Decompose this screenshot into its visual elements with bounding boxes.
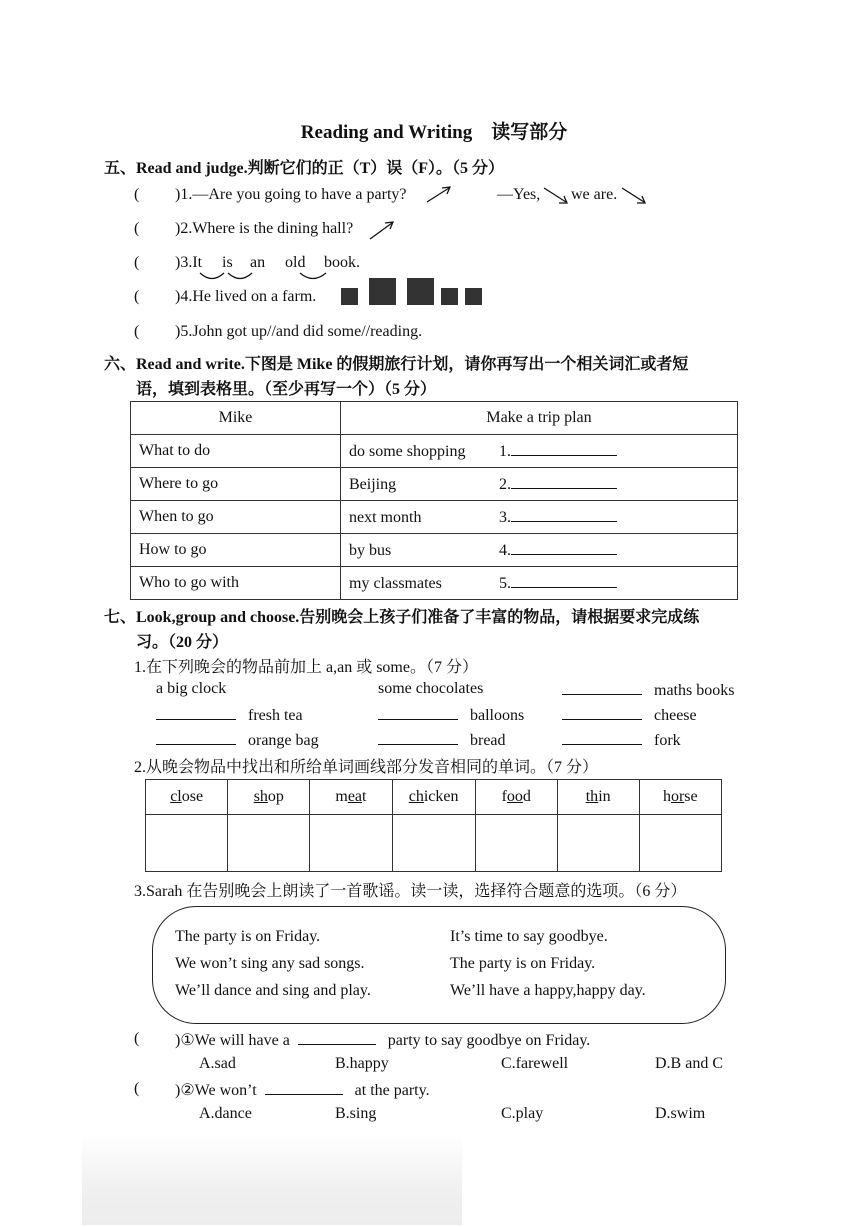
answer-blank[interactable] [156, 705, 236, 720]
stress-block-icon [465, 288, 482, 305]
judge-item-5: )5.John got up//and did some//reading. [175, 323, 423, 340]
answer-cell[interactable] [146, 815, 228, 872]
answer-number: 1. [499, 443, 511, 460]
option-a[interactable]: A.dance [199, 1105, 252, 1122]
scan-shadow [82, 1135, 462, 1225]
option-a[interactable]: A.sad [199, 1055, 236, 1072]
answer-blank[interactable] [562, 705, 642, 720]
phonics-word: food [475, 780, 557, 815]
falling-intonation-icon [542, 186, 570, 206]
judge-item-1: )1.—Are you going to have a party? [175, 186, 407, 203]
item-phrase: fork [654, 732, 681, 749]
answer-cell[interactable] [392, 815, 475, 872]
stress-block-icon [369, 278, 396, 305]
stress-block-icon [407, 278, 434, 305]
article-item [156, 730, 319, 750]
table-row [131, 468, 738, 501]
poem-line: We’ll dance and sing and play. [175, 982, 371, 999]
article-item [562, 705, 697, 725]
table-header-row [146, 780, 722, 815]
judge-item-3-word: an [250, 254, 266, 271]
answer-blank[interactable] [562, 680, 642, 695]
answer-cell[interactable] [639, 815, 721, 872]
option-c[interactable]: C.farewell [501, 1055, 569, 1072]
answer-bracket-3[interactable]: ( [134, 254, 140, 271]
q3-prompt: 3.Sarah 在告别晚会上朗读了一首歌谣。读一读，选择符合题意的选项。（6 分） [134, 883, 687, 900]
article-item [378, 705, 524, 725]
item-phrase: some chocolates [378, 680, 484, 697]
answer-blank[interactable] [511, 507, 617, 522]
item-phrase: balloons [470, 707, 525, 724]
row-value-cell[interactable] [341, 501, 738, 534]
phonics-word: shop [228, 780, 310, 815]
row-label: Where to go [131, 468, 341, 501]
poem-line: The party is on Friday. [175, 928, 321, 945]
answer-blank[interactable] [511, 441, 617, 456]
row-value: my classmates [349, 575, 442, 592]
answer-cell[interactable] [475, 815, 557, 872]
item-phrase: bread [470, 732, 506, 749]
table-header-row [131, 402, 738, 435]
answer-bracket-q3-2[interactable]: ( [134, 1080, 140, 1097]
option-c[interactable]: C.play [501, 1105, 544, 1122]
answer-bracket-5[interactable]: ( [134, 323, 140, 340]
answer-bracket-q3-1[interactable]: ( [134, 1030, 140, 1047]
row-value-cell[interactable] [341, 435, 738, 468]
poem-line: We won’t sing any sad songs. [175, 955, 365, 972]
row-value: do some shopping [349, 443, 466, 460]
table-header-cell: Make a trip plan [341, 402, 738, 435]
judge-item-1-reply: —Yes, [497, 186, 541, 203]
item-phrase: orange bag [248, 732, 319, 749]
table-row [131, 435, 738, 468]
answer-blank[interactable] [156, 730, 236, 745]
judge-item-3: )3.It [175, 254, 203, 271]
article-item [378, 730, 506, 750]
liaison-mark-icon [196, 270, 336, 284]
judge-item-3-word: is [222, 254, 233, 271]
option-d[interactable]: D.B and C [655, 1055, 723, 1072]
phonics-word: meat [310, 780, 392, 815]
answer-blank[interactable] [265, 1080, 343, 1095]
answer-blank[interactable] [511, 540, 617, 555]
table-row [131, 501, 738, 534]
answer-bracket-4[interactable]: ( [134, 288, 140, 305]
row-label: What to do [131, 435, 341, 468]
section5-heading: 五、Read and judge.判断它们的正（T）误（F）。（5 分） [104, 160, 505, 177]
article-item [562, 730, 681, 750]
answer-cell[interactable] [310, 815, 392, 872]
stress-block-icon [341, 288, 358, 305]
option-b[interactable]: B.happy [335, 1055, 389, 1072]
table-row [131, 567, 738, 600]
table-row [131, 534, 738, 567]
judge-item-3-word: old [285, 254, 306, 271]
phonics-word: close [146, 780, 228, 815]
row-value-cell[interactable] [341, 567, 738, 600]
rising-intonation-icon [425, 184, 453, 204]
section6-heading: 语，填到表格里。（至少再写一个）（5 分） [136, 381, 437, 398]
option-b[interactable]: B.sing [335, 1105, 377, 1122]
answer-blank[interactable] [562, 730, 642, 745]
page-title: Reading and Writing 读写部分 [300, 122, 568, 143]
item-phrase: cheese [654, 707, 697, 724]
row-value: next month [349, 509, 422, 526]
rising-intonation-icon [368, 219, 396, 241]
q1-prompt: 1.在下列晚会的物品前加上 a,an 或 some。（7 分） [134, 659, 478, 676]
answer-cell[interactable] [228, 815, 310, 872]
table-header-cell: Mike [131, 402, 341, 435]
stress-block-icon [441, 288, 458, 305]
article-item [156, 705, 303, 725]
answer-number: 2. [499, 476, 511, 493]
answer-blank[interactable] [378, 730, 458, 745]
trip-plan-table [130, 401, 738, 600]
row-value: Beijing [349, 476, 397, 493]
falling-intonation-icon [620, 186, 648, 206]
section7-heading: 习。（20 分） [136, 634, 229, 651]
phonics-table [145, 779, 722, 872]
row-value: by bus [349, 542, 392, 559]
mc-question-2: )②We won’t at the party. [175, 1082, 430, 1099]
poem-line: We’ll have a happy,happy day. [450, 982, 646, 999]
section7-heading: 七、Look,group and choose.告别晚会上孩子们准备了丰富的物品，请根据要求完成练 [104, 609, 700, 626]
judge-item-3-word: book. [324, 254, 360, 271]
judge-item-2: )2.Where is the dining hall? [175, 220, 354, 237]
answer-cell[interactable] [557, 815, 639, 872]
phonics-word: thin [557, 780, 639, 815]
answer-blank[interactable] [298, 1030, 376, 1045]
judge-item-1-reply2: we are. [571, 186, 618, 203]
article-item [562, 680, 734, 700]
option-d[interactable]: D.swim [655, 1105, 706, 1122]
answer-blank[interactable] [511, 474, 617, 489]
mc-question-1: )①We will have a party to say goodbye on Friday. [175, 1032, 591, 1049]
poem-line: It’s time to say goodbye. [450, 928, 608, 945]
answer-bracket-2[interactable]: ( [134, 220, 140, 237]
poem-line: The party is on Friday. [450, 955, 596, 972]
answer-number: 5. [499, 575, 511, 592]
q2-prompt: 2.从晚会物品中找出和所给单词画线部分发音相同的单词。（7 分） [134, 759, 599, 776]
answer-number: 3. [499, 509, 511, 526]
answer-blank[interactable] [511, 573, 617, 588]
answer-blank[interactable] [378, 705, 458, 720]
row-label: How to go [131, 534, 341, 567]
row-value-cell[interactable] [341, 534, 738, 567]
item-phrase: maths books [654, 682, 735, 699]
row-value-cell[interactable] [341, 468, 738, 501]
phonics-word: chicken [392, 780, 475, 815]
row-label: Who to go with [131, 567, 341, 600]
section6-heading: 六、Read and write.下图是 Mike 的假期旅行计划，请你再写出一个相关词汇或者短 [104, 356, 689, 373]
answer-bracket-1[interactable]: ( [134, 186, 140, 203]
row-label: When to go [131, 501, 341, 534]
answer-row [146, 815, 722, 872]
phonics-word: horse [639, 780, 721, 815]
item-phrase: a big clock [156, 680, 227, 697]
judge-item-4: )4.He lived on a farm. [175, 288, 317, 305]
item-phrase: fresh tea [248, 707, 303, 724]
answer-number: 4. [499, 542, 511, 559]
